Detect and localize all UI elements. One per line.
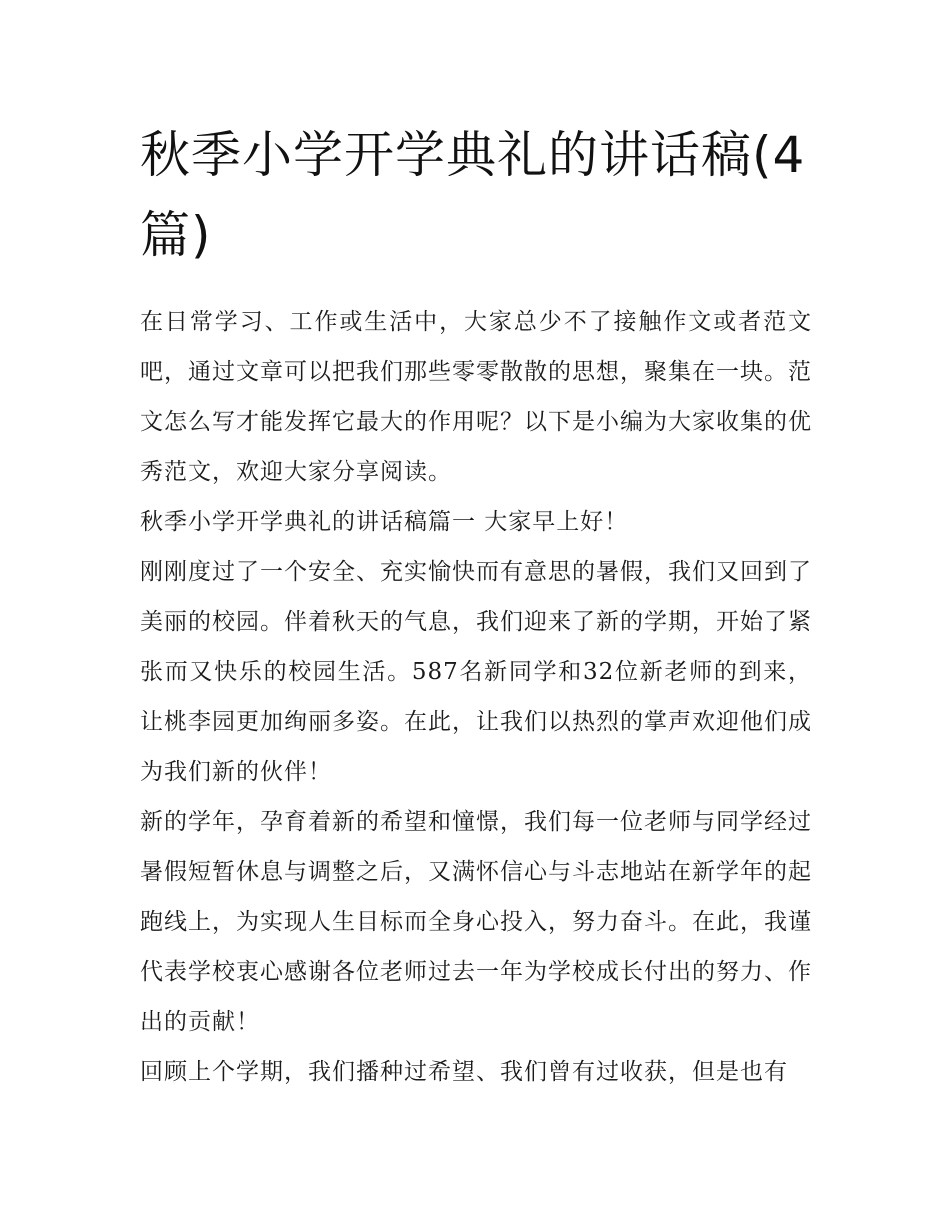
body-paragraph: 新的学年，孕育着新的希望和憧憬，我们每一位老师与同学经过暑假短暂休息与调整之后，又满怀信心与斗志地站在新学年的起跑线上，为实现人生目标而全身心投入，努力奋斗。在此，我谨代表学校衷心感谢各位老师过去一年为学校成长付出的努力、作出的贡献！: [140, 809, 812, 1035]
speech-heading-paragraph: 秋季小学开学典礼的讲话稿篇一 大家早上好！: [140, 509, 629, 535]
document-page: [140, 115, 812, 1097]
body-paragraph: 刚刚度过了一个安全、充实愉快而有意思的暑假，我们又回到了美丽的校园。伴着秋天的气息，我们迎来了新的学期，开始了紧张而又快乐的校园生活。587名新同学和32位新老师的到来，让桃李园更加绚丽多姿。在此，让我们以热烈的掌声欢迎他们成为我们新的伙伴！: [140, 559, 812, 785]
intro-paragraph: 在日常学习、工作或生活中，大家总少不了接触作文或者范文吧，通过文章可以把我们那些零零散散的思想，聚集在一块。范文怎么写才能发挥它最大的作用呢？以下是小编为大家收集的优秀范文，欢迎大家分享阅读。: [140, 309, 812, 485]
document-title: 秋季小学开学典礼的讲话稿(4篇): [140, 126, 806, 264]
body-paragraph: 回顾上个学期，我们播种过希望、我们曾有过收获，但是也有: [140, 1059, 788, 1085]
